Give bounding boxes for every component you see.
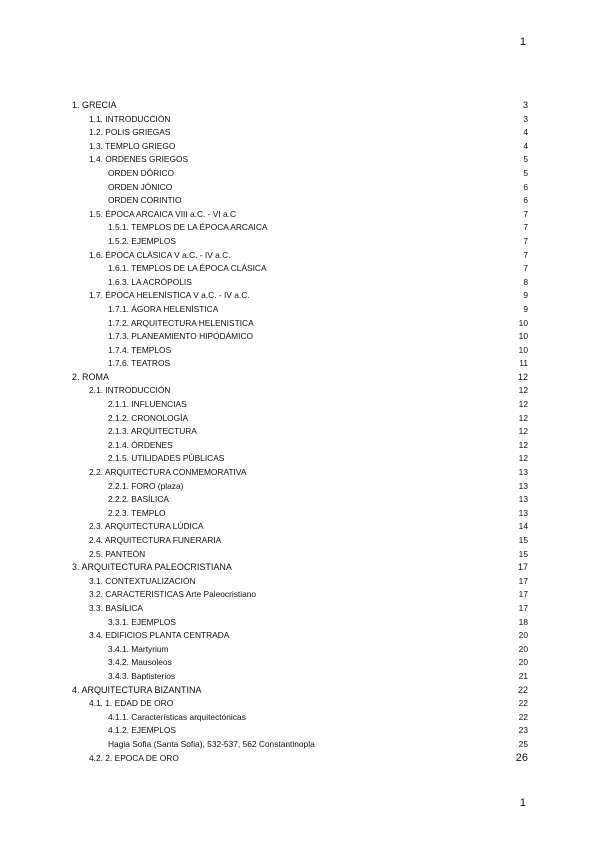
toc-entry[interactable]	[72, 153, 528, 167]
toc-entry-title: 2.3. ARQUITECTURA LÚDICA	[89, 521, 204, 532]
toc-entry[interactable]	[72, 548, 528, 562]
toc-entry[interactable]	[72, 344, 528, 358]
toc-entry-title: 1.6.1. TEMPLOS DE LA ÉPOCA CLÁSICA	[108, 263, 267, 274]
toc-entry[interactable]	[72, 181, 528, 195]
toc-entry-page: 20	[518, 643, 528, 654]
toc-entry-page: 7	[523, 208, 528, 219]
toc-entry-page: 6	[523, 181, 528, 192]
toc-entry-title: 3.4. EDIFICIOS PLANTA CENTRADA	[89, 630, 230, 641]
toc-entry-title: 2.1.4. ÓRDENES	[108, 439, 173, 450]
toc-entry-page: 20	[518, 657, 528, 668]
toc-entry-title: 4.1.1. Características arquitectónicas	[108, 711, 246, 722]
toc-entry[interactable]	[72, 711, 528, 725]
toc-entry[interactable]	[72, 371, 528, 385]
toc-entry[interactable]	[72, 480, 528, 494]
toc-entry-page: 17	[518, 602, 528, 613]
toc-entry[interactable]	[72, 534, 528, 548]
toc-entry-page: 10	[518, 344, 528, 355]
toc-entry[interactable]	[72, 330, 528, 344]
toc-entry-title: 3. ARQUITECTURA PALEOCRISTIANA	[72, 562, 232, 573]
toc-entry-title: 3.4.1. Martyrium	[108, 643, 169, 654]
toc-entry-title: 1. GRECIA	[72, 100, 117, 110]
toc-entry-page: 17	[518, 575, 528, 586]
toc-entry-page: 11	[519, 358, 528, 369]
toc-entry-title: 3.4.2. Mausoleos	[108, 657, 172, 668]
toc-entry-page: 3	[523, 113, 528, 124]
toc-entry-title: 2.2. ARQUITECTURA CONMEMORATIVA	[89, 467, 247, 478]
toc-entry-title: 2.2.2. BASÍLICA	[108, 494, 169, 505]
toc-entry-title: 1.7.3. PLANEAMIENTO HIPODÁMICO	[108, 331, 254, 342]
toc-entry-page: 12	[518, 453, 528, 464]
toc-entry-title: 4.2. 2. EPOCA DE ORO	[89, 752, 179, 763]
table-of-contents	[72, 99, 528, 765]
toc-entry-title: 1.7. ÉPOCA HELENÍSTICA V a.C. - IV a.C.	[89, 290, 250, 301]
toc-entry-title: Hagia Sofia (Santa Sofia), 532-537, 562 Constantinopla	[108, 738, 315, 749]
toc-entry-page: 10	[518, 331, 528, 342]
toc-entry-title: ORDEN CORINTIO	[108, 195, 182, 206]
page-number-bottom: 1	[519, 797, 526, 809]
toc-entry[interactable]	[72, 588, 528, 602]
toc-entry[interactable]	[72, 398, 528, 412]
toc-entry-page: 7	[523, 249, 528, 260]
toc-entry-page: 9	[523, 303, 528, 314]
toc-entry-title: 1.2. POLIS GRIEGAS	[89, 127, 171, 138]
toc-entry-page: 15	[518, 548, 528, 559]
toc-entry[interactable]	[72, 575, 528, 589]
toc-entry[interactable]	[72, 235, 528, 249]
toc-entry[interactable]	[72, 602, 528, 616]
toc-entry[interactable]	[72, 357, 528, 371]
page-number-top: 1	[519, 36, 526, 48]
toc-entry-page: 12	[518, 399, 528, 410]
toc-entry[interactable]	[72, 684, 528, 698]
toc-entry-page: 17	[517, 562, 528, 573]
toc-entry[interactable]	[72, 99, 528, 113]
toc-entry[interactable]	[72, 194, 528, 208]
toc-entry[interactable]	[72, 493, 528, 507]
toc-entry-page: 12	[518, 426, 528, 437]
toc-entry-title: 2. ROMA	[72, 371, 110, 382]
toc-entry-page: 13	[518, 507, 528, 518]
toc-entry-page: 17	[518, 589, 528, 600]
toc-entry-page: 10	[518, 317, 528, 328]
toc-entry[interactable]	[72, 249, 528, 263]
toc-entry[interactable]	[72, 425, 528, 439]
toc-entry-page: 13	[518, 494, 528, 505]
toc-entry-title: 3.3. BASÍLICA	[89, 602, 143, 613]
toc-entry-title: 1.6.3. LA ACRÓPOLIS	[108, 276, 192, 287]
toc-entry[interactable]	[72, 656, 528, 670]
toc-entry-page: 18	[518, 616, 528, 627]
toc-entry-page: 12	[518, 439, 528, 450]
toc-entry-title: 1.6. ÉPOCA CLÁSICA V a.C. - IV a.C.	[89, 249, 231, 260]
toc-entry-page: 25	[518, 738, 528, 749]
toc-entry[interactable]	[72, 629, 528, 643]
toc-entry-title: 2.1. INTRODUCCIÓN	[89, 385, 171, 396]
toc-entry[interactable]	[72, 167, 528, 181]
toc-entry-title: ORDEN JÓNICO	[108, 181, 173, 192]
toc-entry-page: 7	[523, 235, 528, 246]
toc-entry-page: 21	[518, 670, 528, 681]
toc-entry[interactable]	[72, 520, 528, 534]
toc-entry-page: 7	[523, 263, 528, 274]
toc-entry-page: 5	[523, 167, 528, 178]
toc-entry-page: 4	[523, 140, 528, 151]
toc-entry-title: 2.2.1. FORO (plaza)	[108, 480, 184, 491]
toc-entry-page: 7	[523, 222, 528, 233]
toc-entry-page: 22	[517, 684, 528, 695]
toc-entry-title: ORDEN DÓRICO	[108, 167, 175, 178]
toc-entry-title: 1.5.2. EJEMPLOS	[108, 235, 176, 246]
toc-entry-page: 15	[518, 535, 528, 545]
toc-entry-title: 3.2. CARACTERISTICAS Arte Paleocristiano	[89, 589, 257, 600]
toc-entry-title: 3.3.1. EJEMPLOS	[108, 616, 176, 627]
toc-entry[interactable]	[72, 412, 528, 426]
toc-entry[interactable]	[72, 466, 528, 480]
toc-entry[interactable]	[72, 113, 528, 127]
toc-entry-title: 1.7.1. ÁGORA HELENÍSTICA	[108, 303, 219, 314]
toc-entry-title: 1.7.4. TEMPLOS	[108, 344, 172, 355]
toc-entry-title: 1.3. TEMPLO GRIEGO	[89, 140, 176, 151]
toc-entry-page: 5	[523, 154, 528, 165]
toc-entry-page: 14	[518, 521, 528, 532]
toc-entry[interactable]	[72, 561, 528, 575]
toc-entry-title: 2.1.5. UTILIDADES PÚBLICAS	[108, 453, 225, 464]
toc-entry-page: 3	[522, 100, 528, 110]
toc-entry-page: 4	[523, 127, 528, 138]
toc-entry[interactable]	[72, 221, 528, 235]
toc-entry-page: 22	[518, 698, 528, 709]
toc-entry-title: 3.1. CONTEXTUALIZACIÓN	[89, 575, 196, 586]
toc-entry-page: 9	[523, 290, 528, 301]
toc-entry-title: 2.5. PANTEÓN	[89, 548, 146, 559]
toc-entry-page: 12	[518, 385, 528, 396]
toc-entry-page: 12	[517, 371, 528, 382]
toc-entry-title: 2.2.3. TEMPLO	[108, 507, 166, 518]
toc-entry-page: 22	[518, 711, 528, 722]
toc-entry-title: 1.7.2. ARQUITECTURA HELENISTICA	[108, 317, 254, 328]
toc-entry-title: 1.1. INTRODUCCIÓN	[89, 113, 171, 124]
toc-entry[interactable]	[72, 670, 528, 684]
toc-entry[interactable]	[72, 752, 528, 766]
toc-entry-title: 1.4. ORDENES GRIEGOS	[89, 154, 189, 165]
toc-entry-title: 2.4. ARQUITECTURA FUNERARIA	[89, 535, 222, 545]
toc-entry-page: 13	[518, 480, 528, 491]
toc-entry[interactable]	[72, 262, 528, 276]
toc-entry-title: 2.1.2. CRONOLOGÍA	[108, 412, 189, 423]
toc-entry-title: 4.1. 1. EDAD DE ORO	[89, 698, 174, 709]
toc-entry-page: 23	[518, 725, 528, 736]
toc-entry[interactable]	[72, 439, 528, 453]
toc-entry[interactable]	[72, 643, 528, 657]
toc-entry-title: 1.5.1. TEMPLOS DE LA ÉPOCA ARCAICA	[108, 222, 268, 233]
toc-entry-page: 26	[515, 751, 528, 764]
toc-entry[interactable]	[72, 697, 528, 711]
toc-entry[interactable]	[72, 289, 528, 303]
toc-entry-page: 8	[523, 276, 528, 287]
toc-entry[interactable]	[72, 140, 528, 154]
toc-entry[interactable]	[72, 384, 528, 398]
toc-entry-title: 1.5. ÉPOCA ARCAICA VIII a.C. - VI a.C	[89, 208, 237, 219]
toc-entry[interactable]	[72, 317, 528, 331]
toc-entry-page: 12	[518, 412, 528, 423]
toc-entry[interactable]	[72, 303, 528, 317]
toc-entry-title: 2.1.3. ARQUITECTURA	[108, 426, 197, 437]
toc-entry-page: 20	[518, 630, 528, 641]
toc-entry[interactable]	[72, 738, 528, 752]
toc-entry[interactable]	[72, 126, 528, 140]
toc-entry[interactable]	[72, 507, 528, 521]
toc-entry-page: 13	[518, 467, 528, 478]
toc-entry[interactable]	[72, 452, 528, 466]
toc-entry[interactable]	[72, 616, 528, 630]
toc-entry[interactable]	[72, 276, 528, 290]
toc-entry-title: 4.1.2. EJEMPLOS	[108, 725, 176, 736]
toc-entry[interactable]	[72, 208, 528, 222]
toc-entry-title: 4. ARQUITECTURA BIZANTINA	[72, 684, 202, 695]
toc-entry[interactable]	[72, 724, 528, 738]
toc-entry-page: 6	[523, 195, 528, 206]
toc-entry-title: 3.4.3. Baptisterios	[108, 670, 176, 681]
toc-entry-title: 1.7.6. TEATROS	[108, 358, 171, 369]
toc-entry-title: 2.1.1. INFLUENCIAS	[108, 399, 187, 410]
